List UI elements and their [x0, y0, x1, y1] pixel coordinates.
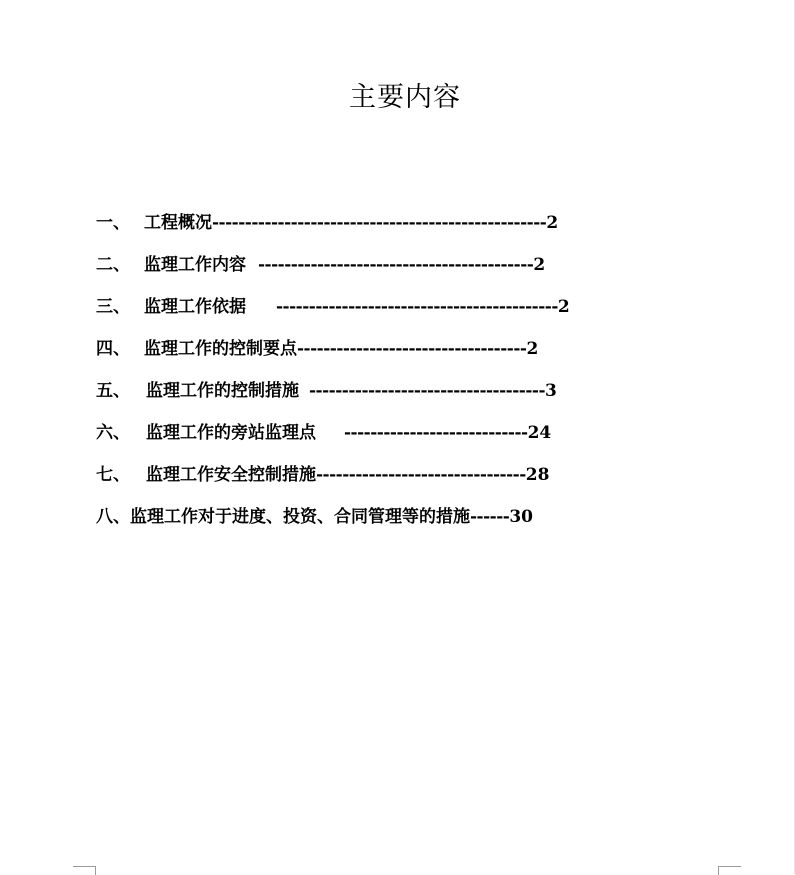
toc-entry-page: 2 — [526, 339, 539, 359]
toc-entry-number: 六、 — [96, 423, 130, 443]
toc-entry-label: 监理工作安全控制措施 — [146, 465, 316, 485]
toc-entry-leader: ------------------------------------------- — [276, 297, 558, 317]
toc-entry-page: 30 — [509, 507, 534, 527]
toc-entry-label: 监理工作的旁站监理点 — [146, 423, 316, 443]
toc-entry-number: 八、 — [96, 507, 130, 527]
toc-entry-leader: ----------------------------------- — [297, 339, 527, 359]
toc-entry-label: 监理工作对于进度、投资、合同管理等的措施 — [130, 507, 470, 527]
toc-entry-label: 监理工作内容 — [144, 255, 246, 275]
toc-entry-number: 三、 — [96, 297, 130, 317]
toc-entry-page: 2 — [546, 213, 559, 233]
toc-entry-page: 3 — [545, 381, 557, 401]
toc-entry-page: 2 — [533, 255, 546, 275]
toc-entry-4[interactable] — [96, 336, 538, 362]
toc-entry-number: 七、 — [96, 465, 130, 485]
toc-entry-page: 28 — [525, 465, 550, 485]
toc-entry-page: 24 — [527, 423, 552, 443]
toc-entry-6[interactable] — [96, 420, 551, 446]
toc-entry-number: 一、 — [96, 213, 130, 233]
toc-entry-label: 监理工作的控制要点 — [144, 339, 297, 359]
toc-entry-number: 二、 — [96, 255, 130, 275]
toc-entry-label: 监理工作的控制措施 — [146, 381, 299, 401]
page-title: 主要内容 — [349, 82, 461, 113]
toc-entry-leader: ------------------------------------------ — [258, 255, 534, 275]
toc-entry-7[interactable] — [96, 462, 549, 488]
toc-entry-1[interactable] — [96, 210, 558, 236]
toc-entry-page: 2 — [557, 297, 570, 317]
toc-entry-5[interactable] — [96, 378, 557, 404]
toc-entry-3[interactable] — [96, 294, 570, 320]
toc-entry-number: 五、 — [96, 381, 130, 401]
toc-entry-label: 监理工作依据 — [144, 297, 246, 317]
toc-entry-leader: -------------------------------- — [316, 465, 526, 485]
toc-entry-label: 工程概况 — [144, 213, 212, 233]
toc-entry-leader: ---------------------------- — [344, 423, 528, 443]
toc-entry-number: 四、 — [96, 339, 130, 359]
toc-entry-leader: --------------------------------------------------- — [212, 213, 547, 233]
toc-entry-2[interactable] — [96, 252, 545, 278]
toc-entry-8[interactable] — [96, 504, 533, 530]
toc-entry-leader: ------------------------------------ — [309, 381, 546, 401]
toc-entry-leader: ------ — [470, 507, 510, 527]
